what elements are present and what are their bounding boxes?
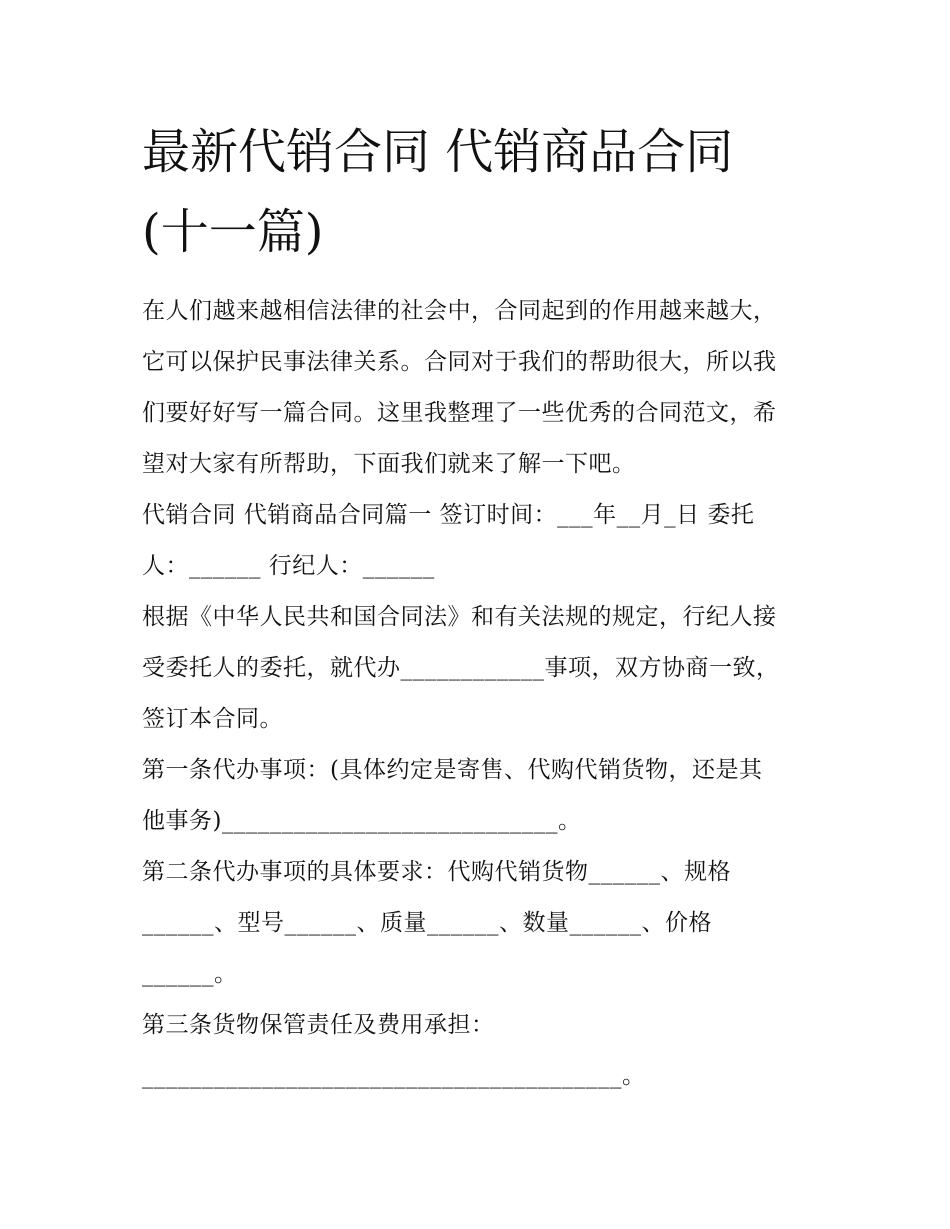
text-line: 人：______ 行纪人：______ [142, 553, 435, 579]
text-line: 他事务)____________________________。 [142, 808, 582, 834]
preamble-paragraph [142, 592, 822, 745]
text-line: 们要好好写一篇合同。这里我整理了一些优秀的合同范文，希 [142, 400, 777, 426]
title-line-1: 最新代销合同 代销商品合同 [142, 124, 734, 180]
text-line: 代销合同 代销商品合同篇一 签订时间：___年__月_日 委托 [142, 502, 755, 528]
text-line: 根据《中华人民共和国合同法》和有关法规的规定，行纪人接 [142, 604, 777, 630]
text-line: 第二条代办事项的具体要求：代购代销货物______、规格 [142, 859, 731, 885]
text-line: 签订本合同。 [142, 706, 283, 732]
document-title [142, 112, 822, 272]
text-line: 望对大家有所帮助，下面我们就来了解一下吧。 [142, 451, 636, 477]
text-line: ________________________________________。 [142, 1063, 646, 1089]
document-page [142, 112, 822, 1102]
article-2-paragraph [142, 847, 822, 1000]
text-line: ______。 [142, 961, 238, 987]
text-line: 第三条货物保管责任及费用承担： [142, 1012, 495, 1038]
title-line-2: (十一篇) [142, 204, 324, 260]
contract-header-paragraph [142, 490, 822, 592]
article-1-paragraph [142, 745, 822, 847]
intro-paragraph [142, 286, 822, 490]
text-line: 第一条代办事项：(具体约定是寄售、代购代销货物，还是其 [142, 757, 763, 783]
text-line: 在人们越来越相信法律的社会中，合同起到的作用越来越大， [142, 298, 777, 324]
article-3-paragraph [142, 1000, 822, 1102]
text-line: ______、型号______、质量______、数量______、价格 [142, 910, 712, 936]
text-line: 它可以保护民事法律关系。合同对于我们的帮助很大，所以我 [142, 349, 777, 375]
text-line: 受委托人的委托，就代办____________事项，双方协商一致， [142, 655, 780, 681]
